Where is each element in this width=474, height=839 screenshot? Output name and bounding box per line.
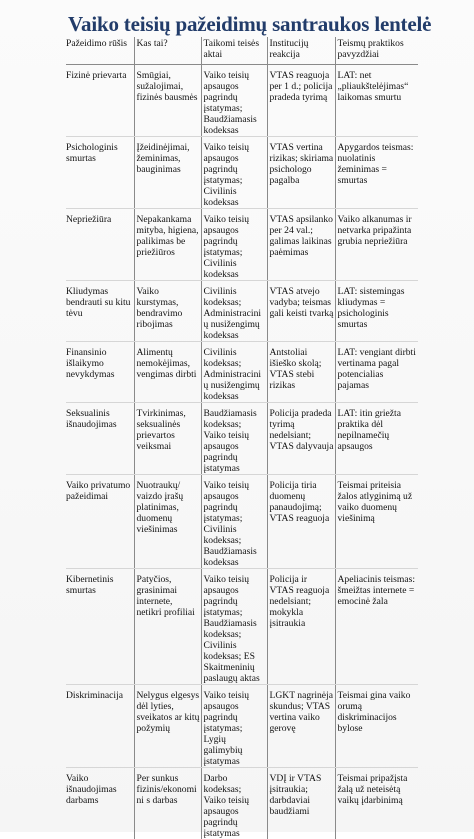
document-title: Vaiko teisių pažeidimų santraukos lentelė [68,12,431,37]
table-row [66,569,418,685]
cell-what-is-it: Nepakankama mityba, higiena, palikimas be priežiūros [134,209,201,281]
cell-violation-type: Kibernetinis smurtas [66,569,134,685]
header-institution-reaction: Institucijų reakcija [267,37,335,65]
cell-court-practice: LAT: itin griežta praktika dėl nepilnamečių apsaugos [335,403,418,475]
cell-violation-type: Kliudymas bendrauti su kitu tėvu [66,281,134,342]
table-body [66,65,418,839]
cell-what-is-it: Tvirkinimas, seksualinės prievartos veiksmai [134,403,201,475]
cell-court-practice: LAT: vengiant dirbti vertinama pagal potencialias pajamas [335,342,418,403]
cell-what-is-it: Vaiko kurstymas, bendravimo ribojimas [134,281,201,342]
cell-what-is-it: Nuotraukų/ vaizdo įrašų platinimas, duomenų viešinimas [134,475,201,569]
cell-applicable-laws: Vaiko teisių apsaugos pagrindų įstatymas; Civilinis kodeksas [201,137,267,209]
cell-institution-reaction: VDĮ ir VTAS įsitraukia; darbdaviai baudžiami [267,768,335,839]
cell-institution-reaction: VTAS apsilanko per 24 val.; galimas laikinas paėmimas [267,209,335,281]
cell-violation-type: Finansinio išlaikymo nevykdymas [66,342,134,403]
cell-applicable-laws: Darbo kodeksas; Vaiko teisių apsaugos pagrindų įstatymas [201,768,267,839]
table-row [66,475,418,569]
violations-table [66,37,418,839]
table-row [66,403,418,475]
cell-what-is-it: Smūgiai, sužalojimai, fizinės bausmės [134,65,201,137]
cell-applicable-laws: Vaiko teisių apsaugos pagrindų įstatymas; Baudžiamasis kodeksas; Civilinis kodeksas; ES Skaitmeninių paslaugų aktas [201,569,267,685]
cell-applicable-laws: Vaiko teisių apsaugos pagrindų įstatymas; Civilinis kodeksas [201,209,267,281]
cell-institution-reaction: Policija pradeda tyrimą nedelsiant; VTAS dalyvauja [267,403,335,475]
cell-court-practice: Vaiko alkanumas ir netvarka pripažinta grubia nepriežiūra [335,209,418,281]
cell-violation-type: Vaiko privatumo pažeidimai [66,475,134,569]
cell-applicable-laws: Civilinis kodeksas; Administracinių nusižengimų kodeksas [201,342,267,403]
cell-court-practice: Apygardos teismas: nuolatinis žeminimas = smurtas [335,137,418,209]
cell-court-practice: Teismai pripažįsta žalą už neteisėtą vaikų įdarbinimą [335,768,418,839]
table-row [66,281,418,342]
cell-applicable-laws: Baudžiamasis kodeksas; Vaiko teisių apsaugos pagrindų įstatymas [201,403,267,475]
cell-violation-type: Fizinė prievarta [66,65,134,137]
cell-violation-type: Vaiko išnaudojimas darbams [66,768,134,839]
cell-institution-reaction: VTAS atvejo vadyba; teismas gali keisti tvarką [267,281,335,342]
cell-institution-reaction: Policija ir VTAS reaguoja nedelsiant; mokykla įsitraukia [267,569,335,685]
cell-what-is-it: Nelygus elgesys dėl lyties, sveikatos ar kitų požymių [134,685,201,768]
cell-violation-type: Psichologinis smurtas [66,137,134,209]
cell-institution-reaction: Policija tiria duomenų panaudojimą; VTAS reaguoja [267,475,335,569]
table-row [66,685,418,768]
table-row [66,342,418,403]
cell-court-practice: Teismai gina vaiko orumą diskriminacijos bylose [335,685,418,768]
table-row [66,65,418,137]
header-applicable-laws: Taikomi teisės aktai [201,37,267,65]
table-header [66,37,418,65]
cell-violation-type: Nepriežiūra [66,209,134,281]
cell-what-is-it: Alimentų nemokėjimas, vengimas dirbti [134,342,201,403]
header-row [66,37,418,65]
cell-court-practice: Apeliacinis teismas: šmeižtas internete = emocinė žala [335,569,418,685]
cell-applicable-laws: Vaiko teisių apsaugos pagrindų įstatymas; Civilinis kodeksas; Baudžiamasis kodeksas [201,475,267,569]
cell-applicable-laws: Vaiko teisių apsaugos pagrindų įstatymas; Lygių galimybių įstatymas [201,685,267,768]
cell-institution-reaction: VTAS reaguoja per 1 d.; policija pradeda tyrimą [267,65,335,137]
header-violation-type: Pažeidimo rūšis [66,37,134,65]
cell-violation-type: Diskriminacija [66,685,134,768]
table-row [66,209,418,281]
header-court-practice: Teismų praktikos pavyzdžiai [335,37,418,65]
cell-applicable-laws: Vaiko teisių apsaugos pagrindų įstatymas; Baudžiamasis kodeksas [201,65,267,137]
cell-institution-reaction: VTAS vertina rizikas; skiriama psichologo pagalba [267,137,335,209]
cell-what-is-it: Per sunkus fizinis/ekonomini s darbas [134,768,201,839]
cell-violation-type: Seksualinis išnaudojimas [66,403,134,475]
cell-institution-reaction: LGKT nagrinėja skundus; VTAS vertina vaiko gerovę [267,685,335,768]
cell-court-practice: Teismai priteisia žalos atlyginimą už vaiko duomenų viešinimą [335,475,418,569]
cell-institution-reaction: Antstoliai išieško skolą; VTAS stebi rizikas [267,342,335,403]
cell-what-is-it: Patyčios, grasinimai internete, netikri profiliai [134,569,201,685]
cell-applicable-laws: Civilinis kodeksas; Administracinių nusižengimų kodeksas [201,281,267,342]
cell-court-practice: LAT: sistemingas kliudymas = psichologinis smurtas [335,281,418,342]
header-what-is-it: Kas tai? [134,37,201,65]
cell-what-is-it: Įžeidinėjimai, žeminimas, bauginimas [134,137,201,209]
table-row [66,137,418,209]
table-row [66,768,418,839]
cell-court-practice: LAT: net „pliaukštelėjimas“ laikomas smurtu [335,65,418,137]
